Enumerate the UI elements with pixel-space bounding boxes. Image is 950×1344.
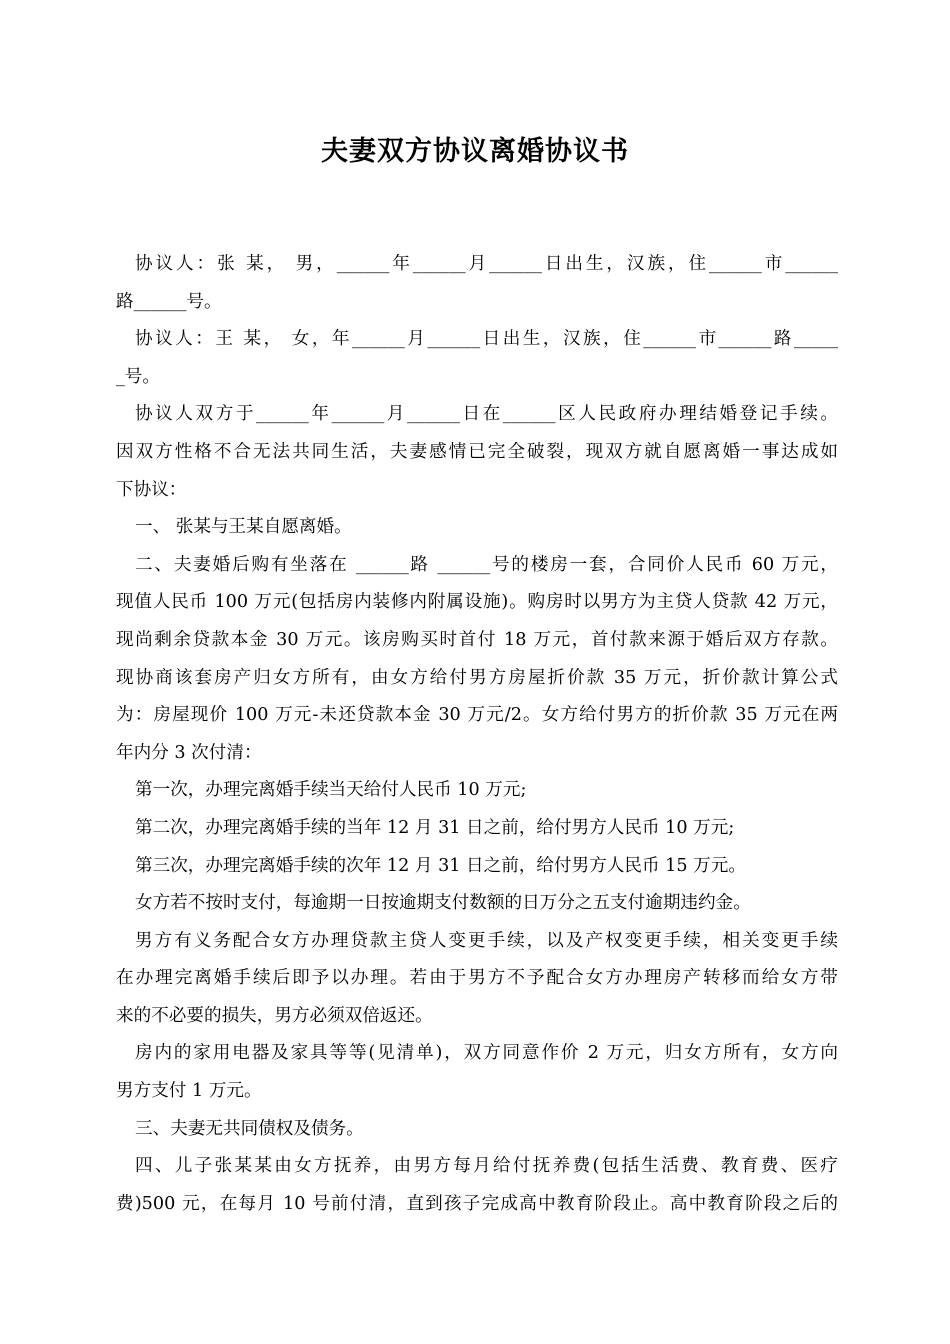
party-1-line-2: 路______号。 (116, 291, 222, 312)
furniture-line-2: 男方支付 1 万元。 (116, 1081, 262, 1102)
clause-2-line-4: 现协商该套房产归女方所有，由女方给付男方房屋折价款 35 万元，折价款计算公式 (116, 667, 838, 688)
intro-line-3: 下协议： (116, 479, 187, 500)
clause-2-line-6: 年内分 3 次付清： (116, 742, 262, 763)
document-title: 夫妻双方协议离婚协议书 (321, 136, 629, 167)
loan-transfer-line-3: 来的不必要的损失，男方必须双倍返还。 (116, 1005, 433, 1026)
party-2-line-2: _号。 (116, 366, 160, 387)
loan-transfer-line-2: 在办理完离婚手续后即予以办理。若由于男方不予配合女方办理房产转移而给女方带 (116, 968, 838, 989)
clause-1: 一、 张某与王某自愿离婚。 (135, 517, 352, 538)
intro-line-2: 因双方性格不合无法共同生活，夫妻感情已完全破裂，现双方就自愿离婚一事达成如 (116, 441, 838, 462)
clause-4-line-1: 四、儿子张某某由女方抚养，由男方每月给付抚养费(包括生活费、教育费、医疗 (135, 1156, 838, 1177)
clause-2-line-2: 现值人民币 100 万元(包括房内装修内附属设施)。购房时以男方为主贷人贷款 42 万元， (116, 592, 838, 613)
payment-2: 第二次，办理完离婚手续的当年 12 月 31 日之前，给付男方人民币 10 万元; (135, 817, 735, 838)
intro-line-1: 协议人双方于______年______月______日在______区人民政府办理结婚登记手续。 (135, 404, 838, 425)
furniture-line-1: 房内的家用电器及家具等等(见清单)，双方同意作价 2 万元，归女方所有，女方向 (135, 1043, 838, 1064)
party-2-line-1: 协议人：王 某， 女，年______月______日出生，汉族，住______市______路_____ (135, 329, 838, 350)
party-1-line-1: 协议人：张 某， 男，______年______月______日出生，汉族，住______市______ (135, 254, 838, 274)
clause-2-line-3: 现尚剩余贷款本金 30 万元。该房购买时首付 18 万元，首付款来源于婚后双方存款。 (116, 629, 838, 650)
clause-2-line-1: 二、夫妻婚后购有坐落在 ______路 ______号的楼房一套，合同价人民币 60 万元， (135, 554, 838, 575)
late-penalty: 女方若不按时支付，每逾期一日按逾期支付数额的日万分之五支付逾期违约金。 (135, 893, 751, 914)
document-body (116, 246, 838, 1223)
clause-3: 三、夫妻无共同债权及债务。 (135, 1118, 364, 1139)
payment-3: 第三次，办理完离婚手续的次年 12 月 31 日之前，给付男方人民币 15 万元。 (135, 855, 746, 876)
payment-1: 第一次，办理完离婚手续当天给付人民币 10 万元; (135, 780, 527, 801)
clause-2-line-5: 为：房屋现价 100 万元-未还贷款本金 30 万元/2。女方给付男方的折价款 35 万元在两 (116, 705, 838, 726)
loan-transfer-line-1: 男方有义务配合女方办理贷款主贷人变更手续，以及产权变更手续，相关变更手续 (135, 930, 838, 951)
clause-4-line-2: 费)500 元，在每月 10 号前付清，直到孩子完成高中教育阶段止。高中教育阶段之后的 (116, 1193, 838, 1214)
